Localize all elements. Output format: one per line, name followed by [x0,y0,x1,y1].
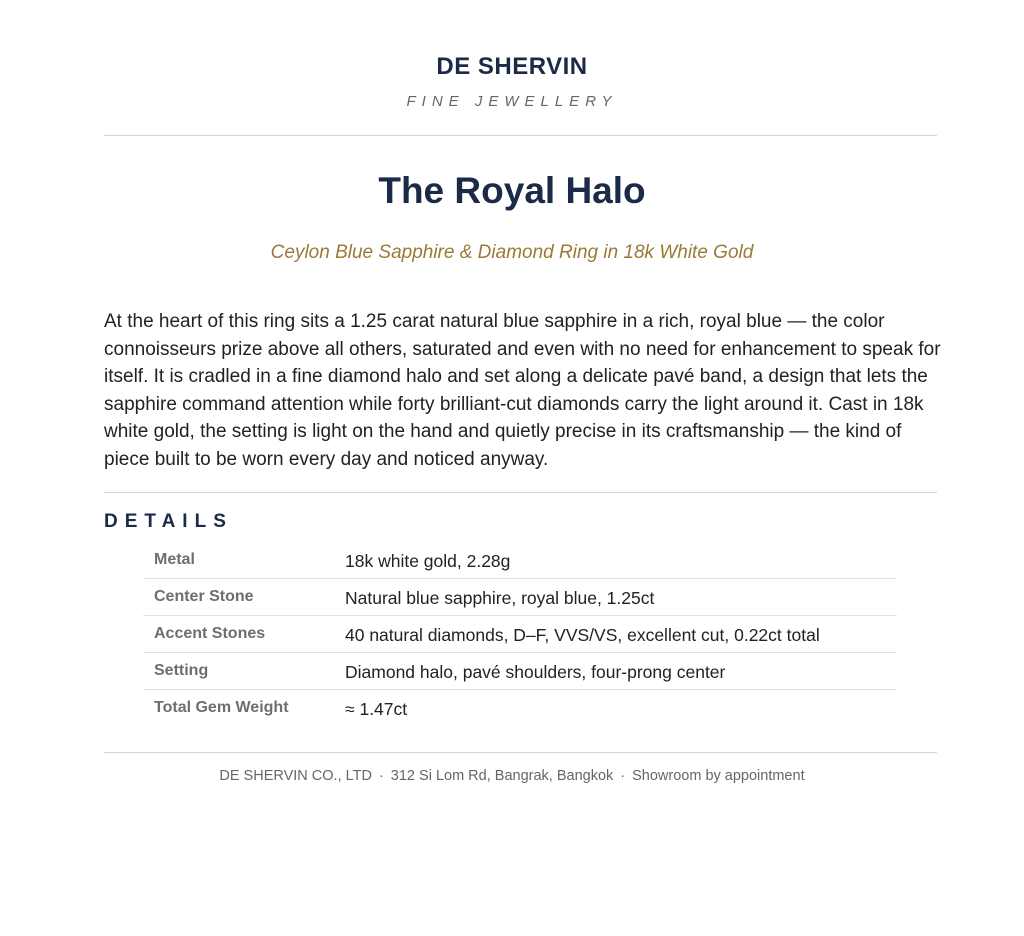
footer-address: 312 Si Lom Rd, Bangrak, Bangkok [390,768,614,784]
details-value: Diamond halo, pavé shoulders, four-prong center [345,662,726,682]
details-label: Total Gem Weight [154,699,289,716]
footer-company: DE SHERVIN CO., LTD [219,768,372,784]
details-divider [104,492,937,493]
footer-separator: · [378,768,384,784]
details-label: Center Stone [154,588,254,605]
details-value: Natural blue sapphire, royal blue, 1.25ct [345,588,655,608]
details-label: Setting [154,662,209,679]
details-row-center-stone [143,579,897,616]
footer-note: Showroom by appointment [632,768,805,784]
details-value: ≈ 1.47ct [345,699,408,719]
footer-separator: · [620,768,626,784]
details-value: 18k white gold, 2.28g [345,551,511,571]
details-table [143,542,897,726]
details-label: Metal [154,551,195,568]
product-title: The Royal Halo [378,170,646,211]
footer-divider [104,752,937,753]
details-row-total-gem-weight [143,690,897,726]
product-subtitle: Ceylon Blue Sapphire & Diamond Ring in 18k White Gold [270,242,754,263]
footer [0,768,1024,784]
details-row-accent-stones [143,616,897,653]
details-value: 40 natural diamonds, D–F, VVS/VS, excellent cut, 0.22ct total [345,625,820,645]
details-row-metal [143,542,897,579]
header-divider [104,135,937,136]
brand-tagline: FINE JEWELLERY [406,93,618,110]
details-heading: DETAILS [104,511,233,532]
brand-name: DE SHERVIN [436,53,588,80]
details-label: Accent Stones [154,625,266,642]
product-description: At the heart of this ring sits a 1.25 carat natural blue sapphire in a rich, royal blue — the color connoisseurs prize above all others, saturated and even with no need for enhancement to speak for itself. It is cradled in a fine diamond halo and set along a delicate pavé band, a design that lets the sapphire command attention while forty brilliant-cut diamonds carry the light around it. Cast in 18k white gold, the setting is light on the hand and quietly precise in its craftsmanship — the kind of piece built to be worn every day and noticed anyway. [104,311,941,470]
details-row-setting [143,653,897,690]
